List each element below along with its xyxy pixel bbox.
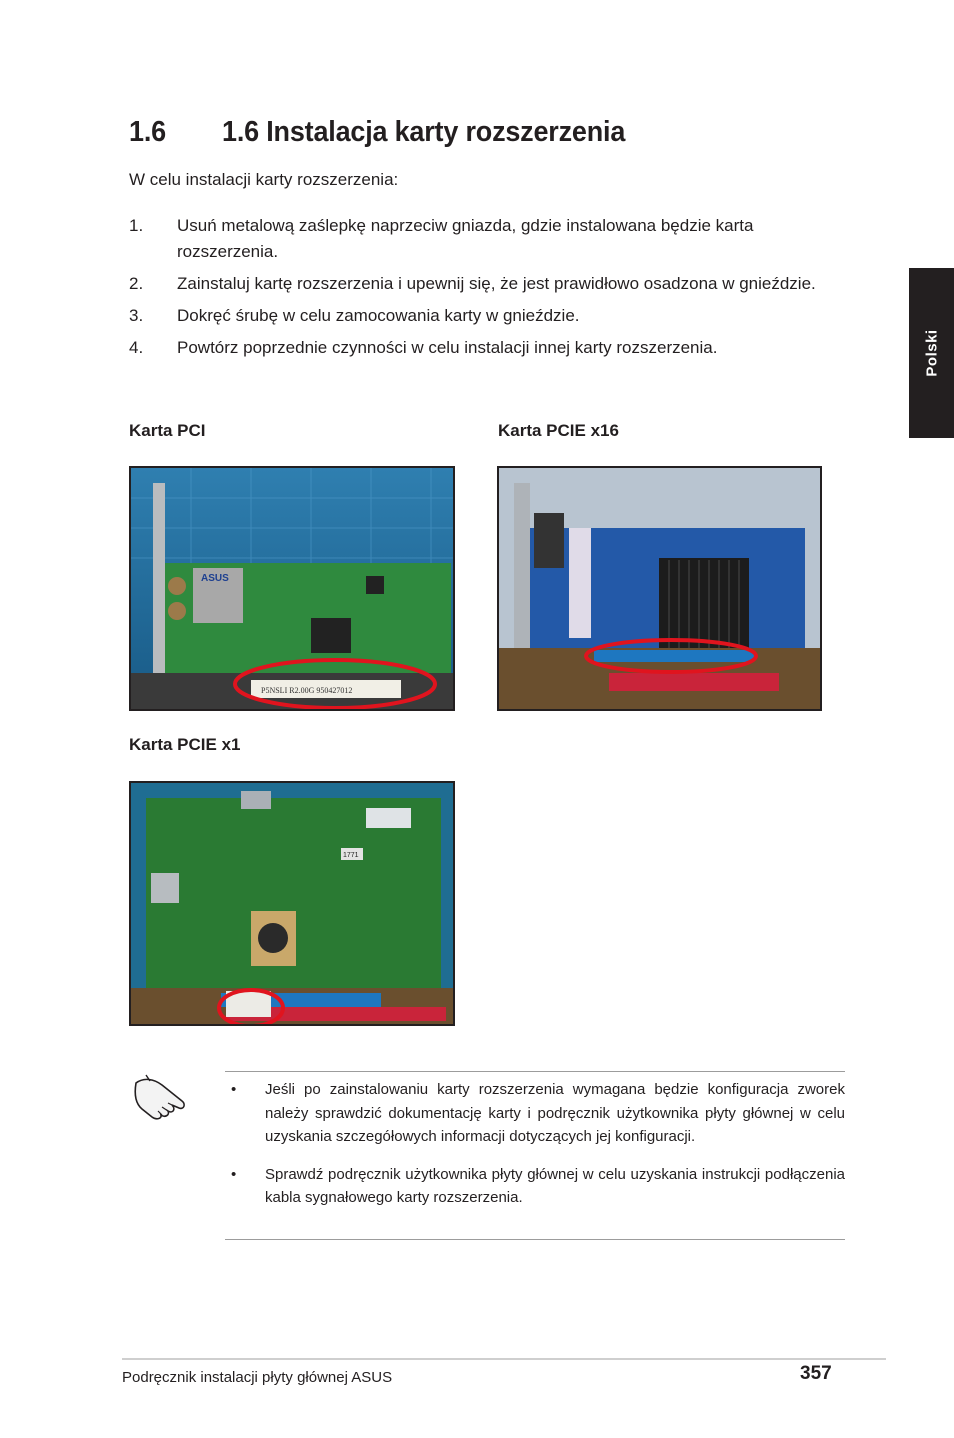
note-bullet: • [231, 1081, 237, 1098]
pcie16-card-photo [497, 466, 822, 711]
step-item [129, 303, 849, 329]
note-bullet: • [231, 1165, 237, 1183]
intro-text: W celu instalacji karty rozszerzenia: [129, 170, 399, 189]
pointing-hand-icon [132, 1071, 190, 1121]
pci-slot-sticker: P5NSLI R2.00G 950427012 [261, 686, 353, 695]
note-top-rule [225, 1071, 845, 1072]
step-text: Usuń metalową zaślepkę naprzeciw gniazda, gdzie instalowana będzie karta rozszerzenia. [177, 216, 754, 261]
note-text: Sprawdź podręcznik użytkownika płyty głównej w celu uzyskania instrukcji podłączenia kabla sygnałowego karty rozszerzenia. [265, 1165, 845, 1206]
step-number: 2. [129, 274, 144, 293]
step-item [129, 271, 849, 297]
step-item [129, 335, 849, 361]
notes-list [225, 1078, 845, 1224]
note-item [225, 1163, 845, 1210]
pci-brand: ASUS [201, 573, 229, 584]
section-title: 1.6 Instalacja karty rozszerzenia [222, 116, 626, 148]
page-number: 357 [800, 1363, 832, 1384]
step-text: Zainstaluj kartę rozszerzenia i upewnij się, że jest prawidłowo osadzona w gnieździe. [177, 274, 816, 293]
language-tab-label: Polski [923, 329, 940, 377]
note-text: Jeśli po zainstalowaniu karty rozszerzenia wymagana będzie konfiguracja zworek należy sprawdzić dokumentację karty i podręcznik użytkownika płyty głównej w celu uzyskania szczegółowych informacji dotyczących jej konfiguracji. [265, 1081, 845, 1145]
step-number: 1. [129, 216, 144, 235]
step-text: Powtórz poprzednie czynności w celu instalacji innej karty rozszerzenia. [177, 338, 718, 357]
step-number: 3. [129, 306, 144, 325]
install-steps [129, 213, 849, 367]
section-number: 1.6 [129, 116, 166, 148]
figure-label-pcie1: Karta PCIE x1 [129, 735, 241, 754]
section-heading [129, 116, 625, 149]
language-tab [909, 268, 954, 438]
pcie1-card-photo [129, 781, 455, 1026]
note-bottom-rule [225, 1239, 845, 1240]
footer-rule [122, 1358, 886, 1360]
footer-text: Podręcznik instalacji płyty głównej ASUS [122, 1369, 393, 1386]
step-item [129, 213, 849, 265]
step-number: 4. [129, 338, 144, 357]
pcie1-chip-label: 1771 [343, 852, 359, 859]
figure-label-pcie16: Karta PCIE x16 [498, 421, 619, 440]
note-item [225, 1078, 845, 1149]
pci-card-photo [129, 466, 455, 711]
figure-label-pci: Karta PCI [129, 421, 206, 440]
step-text: Dokręć śrubę w celu zamocowania karty w gnieździe. [177, 306, 580, 325]
